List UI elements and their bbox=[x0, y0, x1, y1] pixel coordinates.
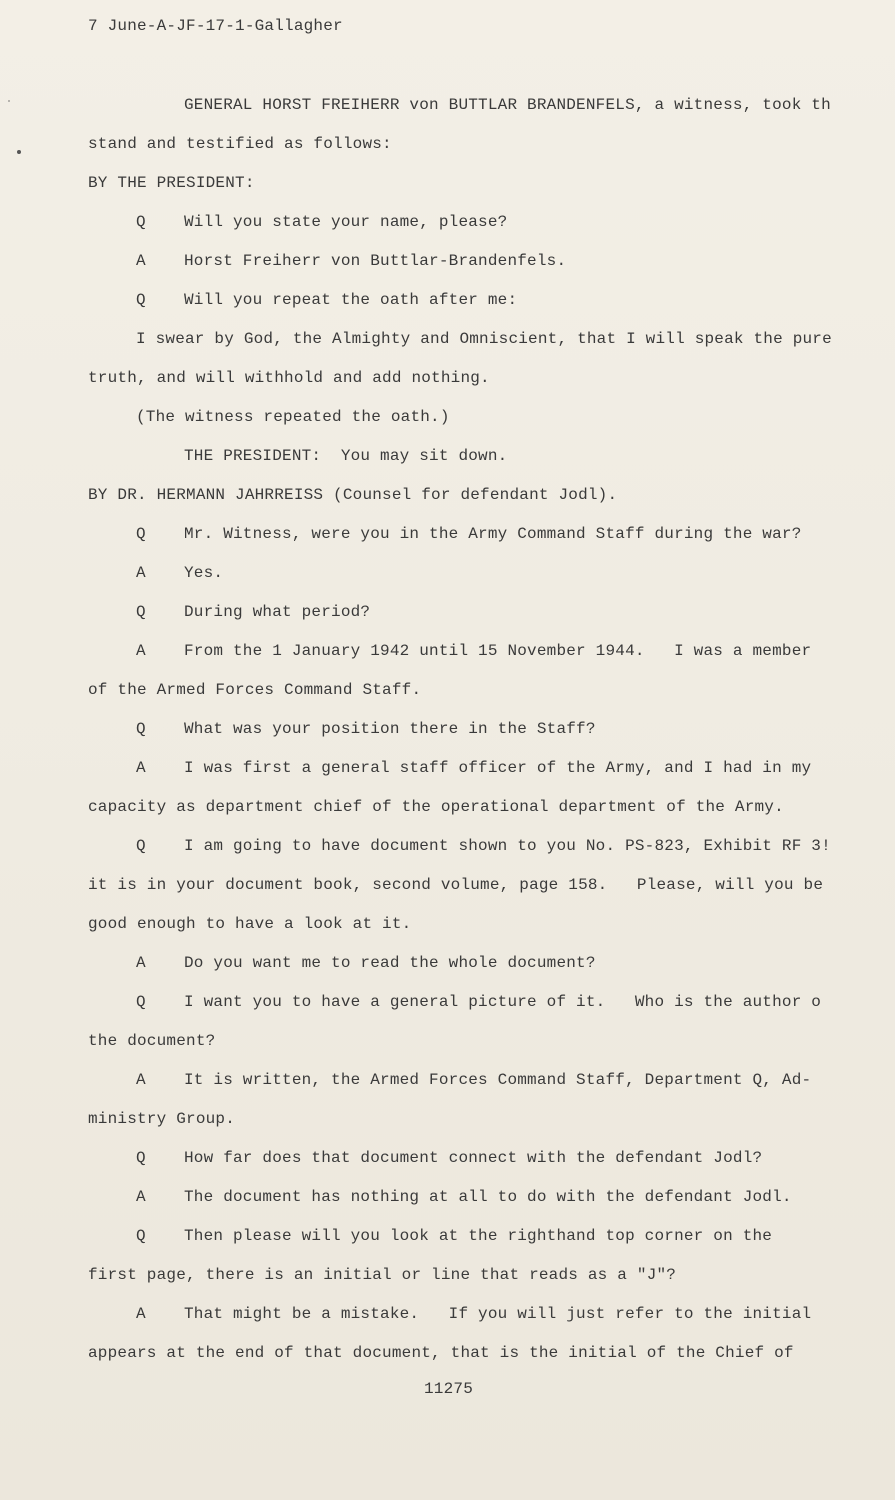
speaker-label: Q bbox=[136, 291, 146, 309]
transcript-line: ministry Group. bbox=[88, 1110, 236, 1128]
transcript-line: A That might be a mistake. If you will just refer to the initial bbox=[136, 1305, 812, 1323]
speaker-label: A bbox=[136, 642, 146, 660]
speaker-label: A bbox=[136, 1305, 146, 1323]
speaker-label: Q bbox=[136, 993, 146, 1011]
speaker-label: Q bbox=[136, 603, 146, 621]
transcript-line: A Do you want me to read the whole document? bbox=[136, 954, 596, 972]
speaker-label: A bbox=[136, 564, 146, 582]
transcript-line: appears at the end of that document, that is the initial of the Chief of bbox=[88, 1344, 794, 1362]
transcript-line: (The witness repeated the oath.) bbox=[136, 408, 450, 426]
transcript-line: of the Armed Forces Command Staff. bbox=[88, 681, 422, 699]
transcript-line: first page, there is an initial or line that reads as a "J"? bbox=[88, 1266, 677, 1284]
transcript-line: Q Mr. Witness, were you in the Army Command Staff during the war? bbox=[136, 525, 802, 543]
speaker-label: A bbox=[136, 954, 146, 972]
transcript-line: Q What was your position there in the Staff? bbox=[136, 720, 596, 738]
page-header: 7 June-A-JF-17-1-Gallagher bbox=[88, 17, 343, 35]
speaker-label: Q bbox=[136, 1227, 146, 1245]
speaker-label: Q bbox=[136, 525, 146, 543]
speaker-label: A bbox=[136, 1188, 146, 1206]
transcript-line: GENERAL HORST FREIHERR von BUTTLAR BRANDENFELS, a witness, took th bbox=[184, 96, 831, 114]
transcript-line: truth, and will withhold and add nothing. bbox=[88, 369, 490, 387]
transcript-line: Q I want you to have a general picture of it. Who is the author o bbox=[136, 993, 822, 1011]
transcript-line: the document? bbox=[88, 1032, 216, 1050]
transcript-line: good enough to have a look at it. bbox=[88, 915, 412, 933]
transcript-line: stand and testified as follows: bbox=[88, 135, 392, 153]
transcript-line: A I was first a general staff officer of the Army, and I had in my bbox=[136, 759, 812, 777]
speaker-label: A bbox=[136, 1071, 146, 1089]
transcript-line: Q Will you repeat the oath after me: bbox=[136, 291, 518, 309]
transcript-line: A From the 1 January 1942 until 15 November 1944. I was a member bbox=[136, 642, 812, 660]
transcript-line: A The document has nothing at all to do with the defendant Jodl. bbox=[136, 1188, 792, 1206]
transcript-line: THE PRESIDENT: You may sit down. bbox=[184, 447, 508, 465]
transcript-line: A Yes. bbox=[136, 564, 224, 582]
speaker-label: Q bbox=[136, 1149, 146, 1167]
transcript-line: BY DR. HERMANN JAHRREISS (Counsel for defendant Jodl). bbox=[88, 486, 618, 504]
ink-speck bbox=[8, 100, 10, 102]
transcript-line: Q I am going to have document shown to you No. PS-823, Exhibit RF 3! bbox=[136, 837, 831, 855]
speaker-label: A bbox=[136, 252, 146, 270]
transcript-line: I swear by God, the Almighty and Omniscient, that I will speak the pure bbox=[136, 330, 832, 348]
speaker-label: A bbox=[136, 759, 146, 777]
speaker-label: Q bbox=[136, 213, 146, 231]
transcript-line: capacity as department chief of the operational department of the Army. bbox=[88, 798, 784, 816]
speaker-label: Q bbox=[136, 720, 146, 738]
transcript-line: Q Will you state your name, please? bbox=[136, 213, 508, 231]
transcript-line: Q During what period? bbox=[136, 603, 371, 621]
transcript-line: BY THE PRESIDENT: bbox=[88, 174, 255, 192]
transcript-line: it is in your document book, second volume, page 158. Please, will you be bbox=[88, 876, 824, 894]
ink-speck bbox=[17, 150, 21, 154]
transcript-line: A Horst Freiherr von Buttlar-Brandenfels. bbox=[136, 252, 567, 270]
speaker-label: Q bbox=[136, 837, 146, 855]
page-number: 11275 bbox=[424, 1380, 474, 1398]
transcript-line: Q How far does that document connect with the defendant Jodl? bbox=[136, 1149, 763, 1167]
transcript-line: A It is written, the Armed Forces Command Staff, Department Q, Ad- bbox=[136, 1071, 812, 1089]
transcript-line: Q Then please will you look at the righthand top corner on the bbox=[136, 1227, 773, 1245]
